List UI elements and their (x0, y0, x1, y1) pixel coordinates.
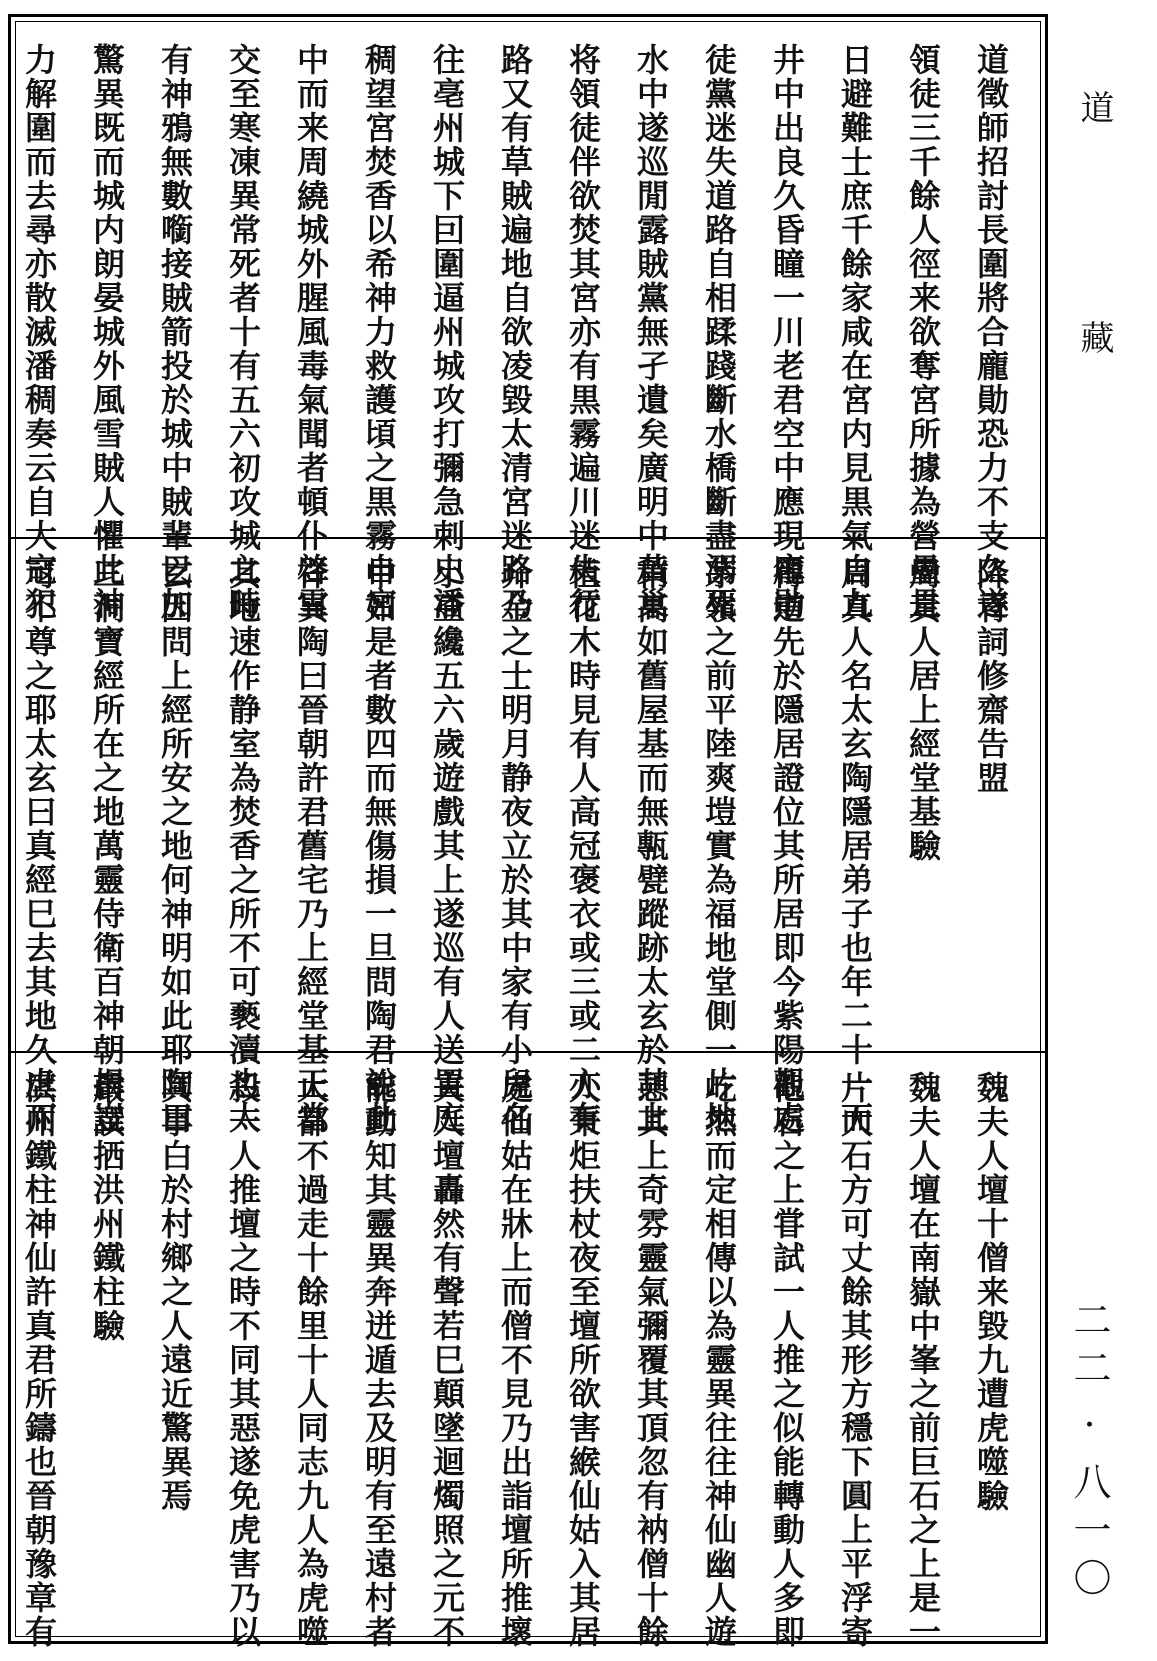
text-column: 中如是者數四而無傷損一旦問陶君說此 (360, 557, 398, 1135)
text-column: 稍高如舊屋基而無甎甓蹤跡太玄於其上 (632, 557, 670, 1135)
text-column: 植花木時見有人高冠褒衣或三或二亦有 (564, 557, 602, 1135)
text-column: 周真人居上經堂基驗 (904, 557, 942, 863)
text-column: 夫人壇轟然有聲若巳顛墜迴燭照之元不 (428, 1071, 466, 1649)
text-column: 道徵師招討長圍將合龐勛恐力不支久遂 (972, 43, 1010, 621)
text-column: 稠望宮焚香以希神力救護頃之黒霧自宮 (360, 43, 398, 621)
text-column: 屹然而定相傳以為靈異往往神仙幽人遊 (700, 1071, 738, 1649)
text-column: 片大石方可丈餘其形方穩下圓上平浮寄 (836, 1071, 874, 1649)
text-column: 領徒三千餘人徑来欲奪宮所據為營壘是 (904, 43, 942, 621)
text-column: 交至寒凍異常死者十有五六初攻城之時 (224, 43, 262, 621)
text-column: 魏夫人壇在南嶽中峯之前巨石之上是一 (904, 1071, 942, 1649)
page-frame (8, 14, 1048, 1649)
text-section-bottom (20, 1071, 1023, 1649)
text-column: 力解圍而去尋亦散滅潘稠奏云自大寇犯 (20, 43, 58, 621)
text-column: 路又有草賊遍地自欲凌毀太清宮迷路乃 (496, 43, 534, 621)
text-column: 能動知其靈異奔迸遁去及明有至遠村者 (360, 1071, 398, 1649)
text-column: 徒黨迷失道路自相蹂踐斷水橋斷盡溺死 (700, 43, 738, 621)
text-column (0, 1071, 3, 1631)
text-column: 洪州鐵柱神仙許真君所鑄也晉朝豫章有 (20, 1071, 58, 1649)
text-column: 小豆纔五六歲遊戲其上遂巡有人送置庭 (428, 557, 466, 1135)
collection-mark-zang: 藏 (1074, 320, 1114, 354)
text-column: 茅嶺之前平陸爽塏實為福地堂側一片地 (700, 557, 738, 1135)
text-column: 将領徒伴欲焚其宮亦有黒霧遍川迷失行 (564, 43, 602, 621)
text-column: 中而来周繞城外腥風毒氣聞者頓仆啓雪 (292, 43, 330, 621)
text-column: 其地速作静室為焚香之所不可褻瀆也太 (224, 557, 262, 1135)
text-column (0, 43, 3, 533)
text-column: 憩其上奇雰靈氣彌覆其頂忽有衲僧十餘 (632, 1071, 670, 1649)
text-column: 三洞寶經所在之地萬靈侍衛百神朝揖豈 (88, 557, 126, 1135)
text-column: 他石之上甞試一人推之似能轉動人多即 (768, 1071, 806, 1649)
text-column: 人秉炬扶杖夜至壇所欲害緱仙姑入其居 (564, 1071, 602, 1649)
text-column (0, 557, 3, 1047)
text-column: 祥異陶曰晉朝許君舊宅乃上經堂基正當 (292, 557, 330, 1135)
text-section-middle (20, 557, 1023, 1135)
text-column: 殺一人推壇之時不同其惡遂免虎害乃以 (224, 1071, 262, 1649)
text-column: 驚異既而城内朗晏城外風雪賊人懼此神 (88, 43, 126, 621)
text-column: 有神鴉無數㘅接賊箭投於城中賊輩巳加 (156, 43, 194, 621)
text-column: 玄因問上經所安之地何神明如此耶陶曰 (156, 557, 194, 1135)
collection-mark-dao: 道 (1074, 90, 1114, 124)
text-column: 降青詞修齋告盟 (972, 557, 1010, 795)
text-column: 處仙姑在牀上而僧不見乃出詣壇所推壞 (496, 1071, 534, 1649)
text-column: 其事白於村鄉之人遠近驚異焉 (156, 1071, 194, 1513)
text-column: 介金之士明月静夜立於其中家有小兒名 (496, 557, 534, 1135)
text-column: 井中出良久昏瞳一川老君空中應現龐勛 (768, 43, 806, 621)
text-column: 日避難士庶千餘家咸在宮内見黒氣自九 (836, 43, 874, 621)
text-column: 大都不過走十餘里十人同志九人為虎噬 (292, 1071, 330, 1649)
text-column: 得道先於隱居證位其所居即今紫陽觀處 (768, 557, 806, 1135)
text-column: 可不尊之耶太玄曰真經巳去其地久虗而 (20, 557, 58, 1135)
page-number: 二二 · 八一〇 (1067, 1300, 1111, 1607)
text-column: 周真人名太玄陶隱居弟子也年二十一而 (836, 557, 874, 1135)
text-section-top (20, 43, 1023, 621)
text-column: 往亳州城下囙圍逼州城攻打彌急刺史潘 (428, 43, 466, 621)
text-column: 嚴譔拪洪州鐵柱驗 (88, 1071, 126, 1343)
text-column: 水中遂巡閒露賊黨無孑遺矣廣明中黃巢 (632, 43, 670, 621)
text-column: 魏夫人壇十僧来毀九遭虎噬驗 (972, 1071, 1010, 1513)
